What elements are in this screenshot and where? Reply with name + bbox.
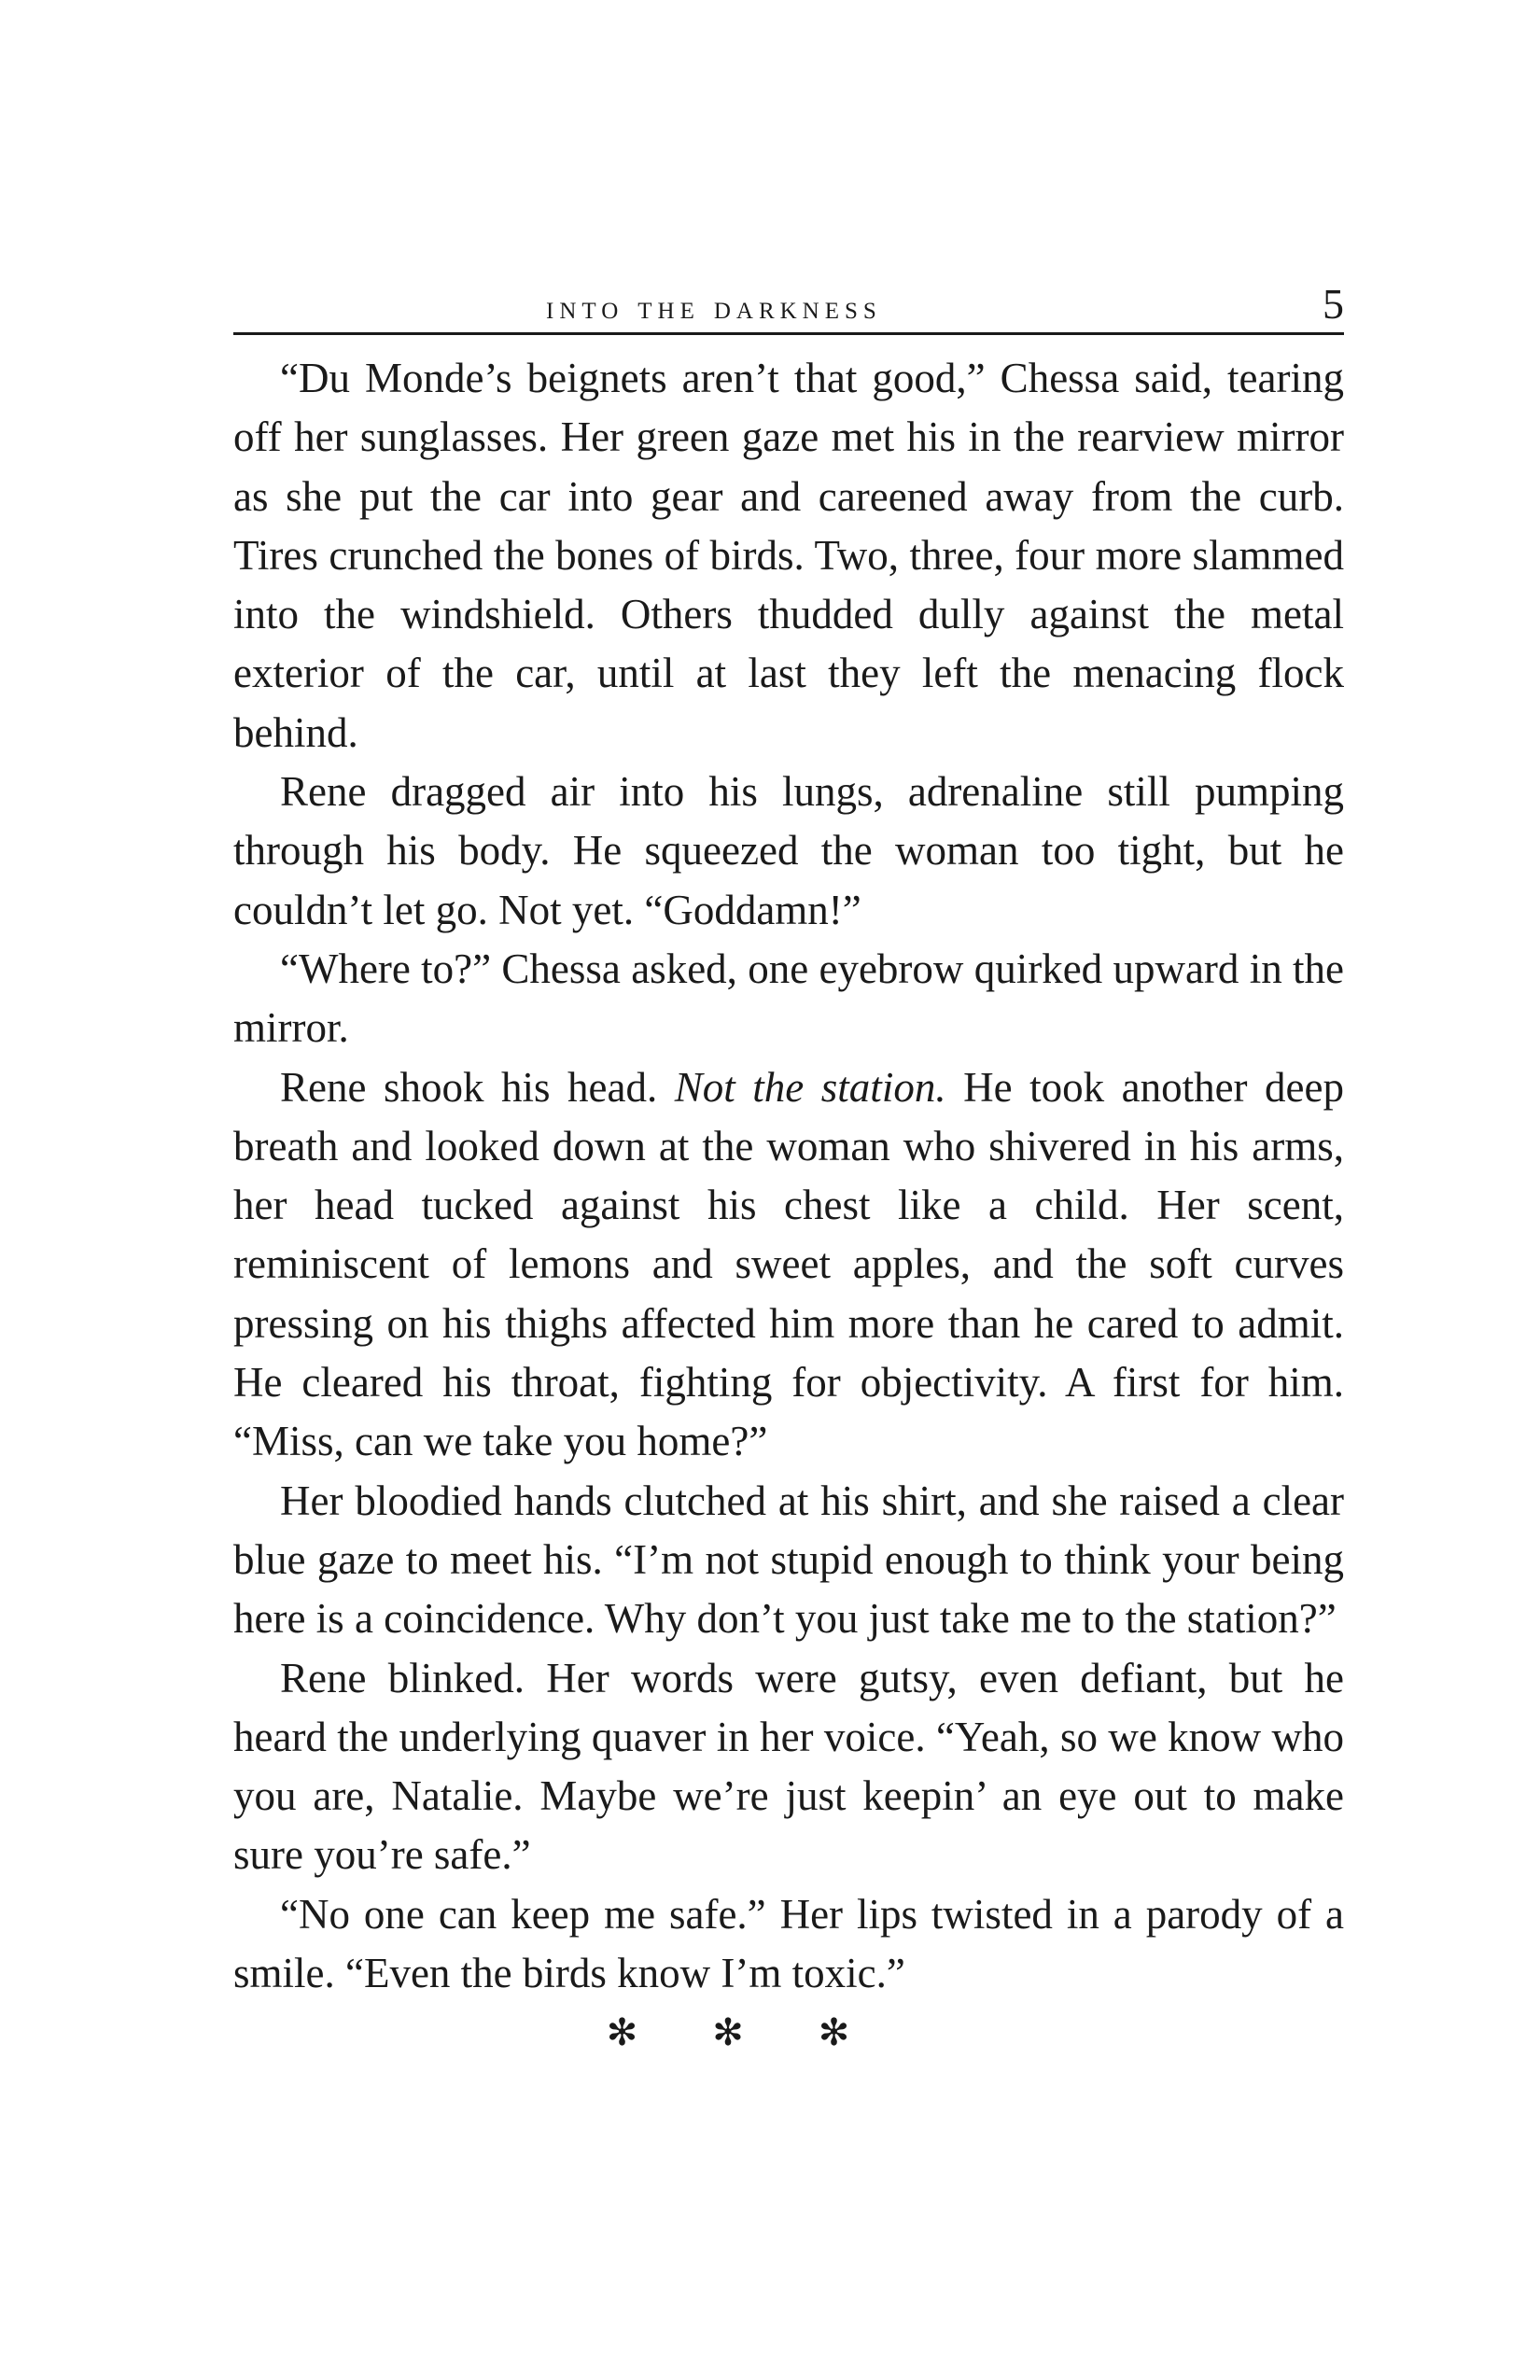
paragraph-1: “Du Monde’s beignets aren’t that good,” Chessa said, tearing off her sunglasses. Her green gaze met his in the rearview mirror as she put the car into gear and careened away from the curb. Tires crunched the bones of birds. Two, three, four more slammed into the windshield. Others thudded dully against the metal exterior of the car, until at last they left the menacing flock behind. <box>233 355 1344 756</box>
paragraph-3: “Where to?” Chessa asked, one eyebrow quirked upward in the mirror. <box>233 945 1344 1052</box>
paragraph-4-italic: Not the station. <box>674 1063 946 1111</box>
paragraph-4-after: He took another deep breath and looked down at the woman who shivered in his arms, her head tucked against his chest like a child. Her scent, reminiscent of lemons and sweet apples, and the soft curves pressing on his thighs affected him more than he cared to admit. He cleared his throat, fighting for objectivity. A first for him. “Miss, can we take you home?” <box>233 1063 1345 1465</box>
body-text <box>233 349 1344 2054</box>
running-header <box>233 276 1344 335</box>
paragraph-4 <box>233 1058 1344 1472</box>
page-number: 5 <box>1323 280 1344 328</box>
paragraph-6: Rene blinked. Her words were gutsy, even defiant, but he heard the underlying quaver in her voice. “Yeah, so we know who you are, Natalie. Maybe we’re just keepin’ an eye out to make sure you’re safe.” <box>233 1654 1344 1879</box>
scene-break-ornament: ✻ ✻ ✻ <box>606 2011 850 2054</box>
paragraph-4-before: Rene shook his head. <box>280 1063 675 1111</box>
running-title: into the darkness <box>546 288 882 326</box>
paragraph-7: “No one can keep me safe.” Her lips twisted in a parody of a smile. “Even the birds know I’m toxic.” <box>233 1890 1344 1997</box>
paragraph-5: Her bloodied hands clutched at his shirt, and she raised a clear blue gaze to meet his. “I’m not stupid enough to think your being here is a coincidence. Why don’t you just take me to the station?” <box>233 1477 1344 1643</box>
paragraph-2: Rene dragged air into his lungs, adrenaline still pumping through his body. He squeezed the woman too tight, but he couldn’t let go. Not yet. “Goddamn!” <box>233 768 1344 933</box>
